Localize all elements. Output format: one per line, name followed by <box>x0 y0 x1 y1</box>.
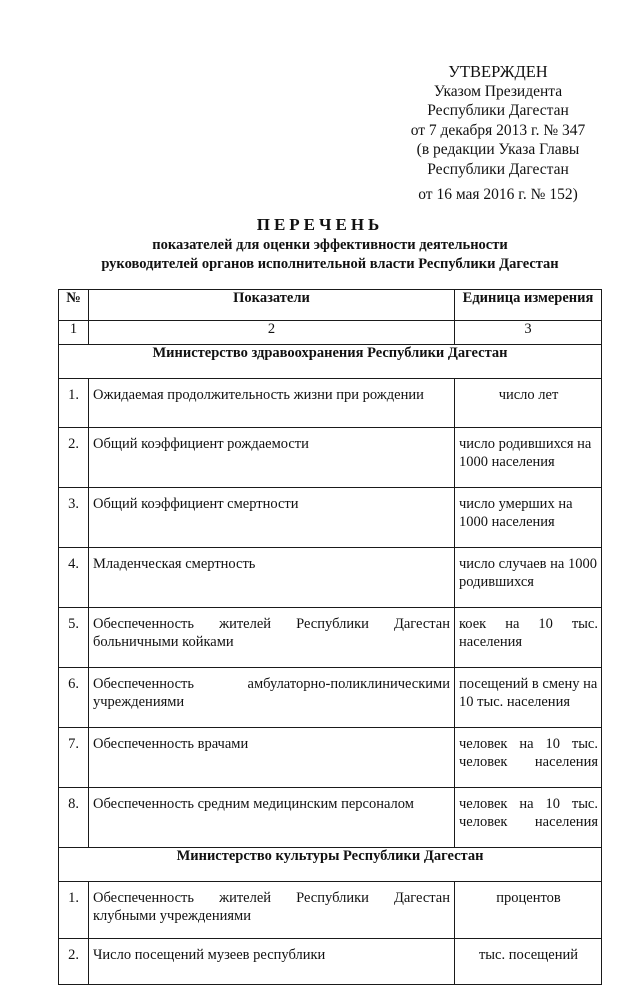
table-row <box>59 882 602 939</box>
section-title-culture: Министерство культуры Республики Дагестан <box>59 848 602 882</box>
row-unit: число умерших на 1000 населения <box>455 488 602 548</box>
column-number-3: 3 <box>455 321 602 345</box>
header-number: № <box>59 290 89 321</box>
header-indicators: Показатели <box>89 290 455 321</box>
row-number: 2. <box>59 428 89 488</box>
table-row <box>59 728 602 788</box>
table-row <box>59 548 602 608</box>
row-unit: число случаев на 1000 родившихся <box>455 548 602 608</box>
row-number: 4. <box>59 548 89 608</box>
row-number: 1. <box>59 882 89 939</box>
row-indicator: Общий коэффициент рождаемости <box>89 428 455 488</box>
column-number-2: 2 <box>89 321 455 345</box>
row-unit: коек на 10 тыс. населения <box>455 608 602 668</box>
table-row <box>59 488 602 548</box>
section-row <box>59 345 602 379</box>
row-unit: посещений в смену на 10 тыс. населения <box>455 668 602 728</box>
table-row <box>59 428 602 488</box>
table-row <box>59 608 602 668</box>
approval-line-approved: УТВЕРЖДЕН <box>448 62 548 81</box>
row-unit: тыс. посещений <box>455 939 602 985</box>
row-indicator: Обеспеченность жителей Республики Дагестан клубными учреждениями <box>89 882 455 939</box>
approval-line-date: от 7 декабря 2013 г. № 347 <box>410 121 586 139</box>
approval-line-revision: (в редакции Указа Главы <box>416 141 580 158</box>
row-number: 6. <box>59 668 89 728</box>
row-number: 3. <box>59 488 89 548</box>
row-unit: человек на 10 тыс. человек населения <box>455 788 602 848</box>
row-indicator: Ожидаемая продолжительность жизни при рождении <box>89 379 455 428</box>
row-number: 2. <box>59 939 89 985</box>
row-number: 5. <box>59 608 89 668</box>
row-indicator: Обеспеченность врачами <box>89 728 455 788</box>
table-row <box>59 379 602 428</box>
approval-line-republic-2: Республики Дагестан <box>427 160 569 178</box>
indicators-table <box>58 289 602 985</box>
row-number: 7. <box>59 728 89 788</box>
row-unit: число родившихся на 1000 населения <box>455 428 602 488</box>
header-unit: Единица измерения <box>455 290 602 321</box>
table-row <box>59 939 602 985</box>
approval-line-republic: Республики Дагестан <box>427 102 569 119</box>
subtitle-line-2: руководителей органов исполнительной власти Республики Дагестан <box>101 256 559 272</box>
row-indicator: Обеспеченность жителей Республики Дагестан больничными койками <box>89 608 455 668</box>
approval-line-decree: Указом Президента <box>433 82 563 100</box>
approval-stamp <box>396 62 600 205</box>
subtitle-line-1: показателей для оценки эффективности деятельности <box>152 237 508 253</box>
row-indicator: Обеспеченность амбулаторно-поликлиническими учреждениями <box>89 668 455 728</box>
row-indicator: Обеспеченность средним медицинским персоналом <box>89 788 455 848</box>
row-number: 8. <box>59 788 89 848</box>
approval-line-revision-date: от 16 мая 2016 г. № 152) <box>418 186 578 203</box>
table-header-row <box>59 290 602 321</box>
table-row <box>59 668 602 728</box>
row-unit: человек на 10 тыс. человек населения <box>455 728 602 788</box>
column-number-1: 1 <box>59 321 89 345</box>
table-row <box>59 788 602 848</box>
row-number: 1. <box>59 379 89 428</box>
row-indicator: Младенческая смертность <box>89 548 455 608</box>
row-indicator: Число посещений музеев республики <box>89 939 455 985</box>
row-unit: число лет <box>455 379 602 428</box>
section-row <box>59 848 602 882</box>
row-unit: процентов <box>455 882 602 939</box>
column-numbers-row <box>59 321 602 345</box>
document-subtitle <box>60 236 600 274</box>
document-title: ПЕРЕЧЕНЬ <box>256 215 384 234</box>
row-indicator: Общий коэффициент смертности <box>89 488 455 548</box>
section-title-health: Министерство здравоохранения Республики Дагестан <box>59 345 602 379</box>
